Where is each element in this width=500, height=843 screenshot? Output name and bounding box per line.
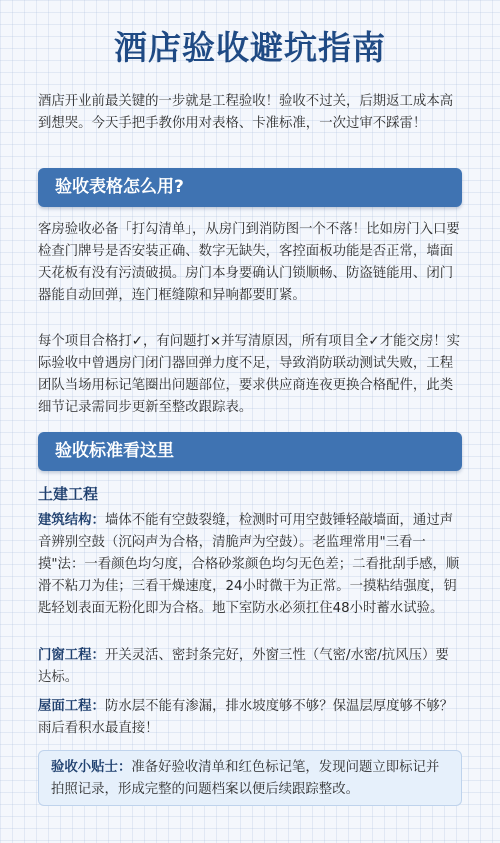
windows-paragraph — [38, 645, 462, 689]
section-header-standards — [38, 432, 462, 471]
page-title: 酒店验收避坑指南 — [114, 28, 386, 67]
roof-text: 防水层不能有渗漏，排水坡度够不够？保温层厚度够不够？雨后看积水最直接！ — [38, 699, 454, 736]
roof-label: 屋面工程： — [38, 699, 105, 714]
windows-label: 门窗工程： — [38, 648, 105, 663]
structure-text: 墙体不能有空鼓裂缝，检测时可用空鼓锤轻敲墙面，通过声音辨别空鼓（沉闷声为合格，清脆声为空鼓）。老监理常用"三看一摸"法：一看颜色均匀度，合格砂浆颜色均匀无色差；二看批刮手感，顺滑不粘刀为佳；三看干燥速度，24小时微干为正常。一摸粘结强度，钥匙轻划表面无粉化即为合格。地下室防水必须扛住48小时蓄水试验。 — [38, 513, 460, 616]
intro-paragraph: 酒店开业前最关键的一步就是工程验收！验收不过关，后期返工成本高到想哭。今天手把手教你用对表格、卡准标准，一次过审不踩雷！ — [38, 94, 454, 131]
roof-paragraph — [38, 696, 462, 740]
structure-paragraph — [38, 510, 462, 620]
marking-paragraph: 每个项目合格打✓，有问题打×并写清原因，所有项目全✓才能交房！实际验收中曾遇房门闭门器回弹力度不足，导致消防联动测试失败，工程团队当场用标记笔圈出问题部位，要求供应商连夜更换合格配件，此类细节记录需同步更新至整改跟踪表。 — [38, 334, 460, 415]
civil-works-subheading: 土建工程 — [38, 485, 99, 503]
section-header-table-usage — [38, 168, 462, 207]
tip-label: 验收小贴士： — [51, 760, 132, 775]
section-heading: 验收表格怎么用? — [55, 177, 184, 197]
tip-box — [38, 750, 462, 806]
structure-label: 建筑结构： — [38, 513, 105, 528]
section-heading: 验收标准看这里 — [55, 441, 174, 461]
windows-text: 开关灵活、密封条完好，外窗三性（气密/水密/抗风压）要达标。 — [38, 648, 449, 685]
checklist-paragraph: 客房验收必备「打勾清单」，从房门到消防图一个不落！比如房门入口要检查门牌号是否安装正确、数字无缺失，客控面板功能是否正常，墙面天花板有没有污渍破损。房门本身要确认门锁顺畅、防盗链能用、闭门器能自动回弹，连门框缝隙和异响都要盯紧。 — [38, 222, 460, 303]
tip-text: 准备好验收清单和红色标记笔，发现问题立即标记并拍照记录，形成完整的问题档案以便后续跟踪整改。 — [51, 760, 440, 797]
